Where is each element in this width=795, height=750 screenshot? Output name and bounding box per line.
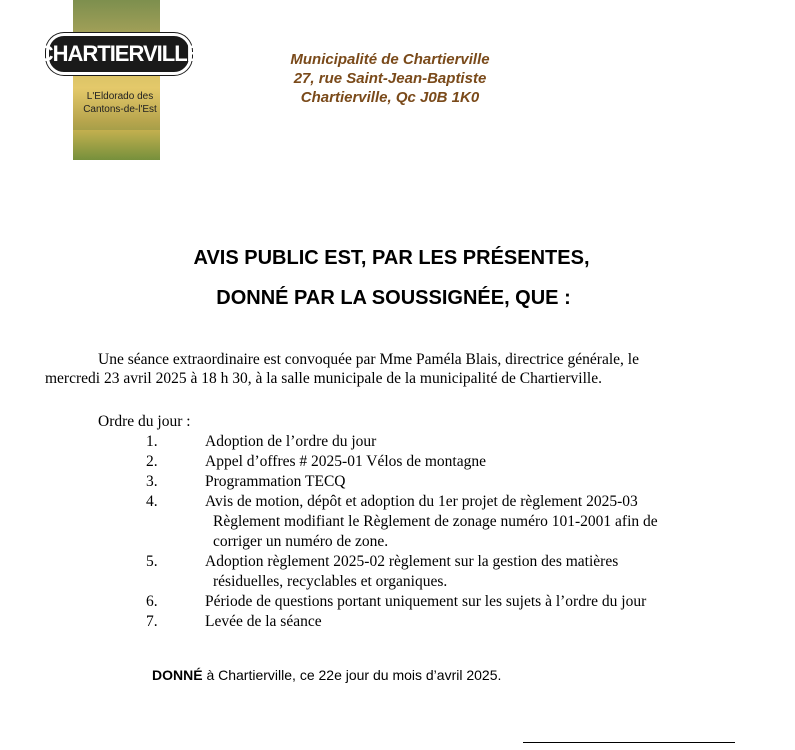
agenda-item-text-cont: corriger un numéro de zone.: [213, 533, 389, 550]
agenda-item-text-cont: résiduelles, recyclables et organiques.: [213, 573, 448, 590]
address-line-2: 27, rue Saint-Jean-Baptiste: [293, 70, 487, 87]
agenda-item: [98, 432, 738, 452]
agenda-item-text-cont: Règlement modifiant le Règlement de zonage numéro 101-2001 afin de: [213, 513, 658, 530]
signature-line: [523, 742, 735, 743]
agenda-item: [98, 552, 738, 592]
logo-field: [73, 130, 160, 160]
notice-heading-line-2: DONNÉ PAR LA SOUSSIGNÉE, QUE :: [216, 287, 571, 309]
municipal-address: [260, 50, 520, 107]
address-line-3: Chartierville, Qc J0B 1K0: [300, 89, 480, 106]
agenda-item-text: Adoption règlement 2025-02 règlement sur la gestion des matières: [205, 553, 619, 570]
agenda-item-number: 3.: [146, 473, 158, 490]
signoff-bold: DONNÉ: [152, 667, 203, 683]
agenda-item-text: Levée de la séance: [205, 613, 322, 630]
agenda-item: [98, 472, 738, 492]
agenda-item: [98, 592, 738, 612]
agenda-item: [98, 492, 738, 552]
agenda-item-number: 4.: [146, 493, 158, 510]
logo-tagline-line2: Cantons-de-l'Est: [83, 104, 157, 115]
signoff-text: à Chartierville, ce 22e jour du mois d’avril 2025.: [202, 667, 502, 683]
agenda-item-number: 2.: [146, 453, 158, 470]
agenda-item-number: 1.: [146, 433, 158, 450]
paragraph-line-2: mercredi 23 avril 2025 à 18 h 30, à la salle municipale de la municipalité de Chartierville.: [45, 370, 602, 387]
notice-paragraph: [45, 350, 735, 388]
agenda-item-text: Avis de motion, dépôt et adoption du 1er projet de règlement 2025-03: [205, 493, 638, 510]
agenda-label: Ordre du jour :: [98, 413, 191, 430]
logo-tagline: [81, 90, 159, 116]
paragraph-line-1: Une séance extraordinaire est convoquée par Mme Paméla Blais, directrice générale, le: [98, 351, 639, 368]
agenda-item-text: Adoption de l’ordre du jour: [205, 433, 377, 450]
logo-wordmark: CHARTIERVILLE: [46, 33, 192, 75]
agenda-item-text: Période de questions portant uniquement sur les sujets à l’ordre du jour: [205, 593, 647, 610]
notice-heading-line-1: AVIS PUBLIC EST, PAR LES PRÉSENTES,: [193, 247, 590, 269]
agenda-item: [98, 452, 738, 472]
agenda-item-number: 6.: [146, 593, 158, 610]
agenda-item-text: Appel d’offres # 2025-01 Vélos de montagne: [205, 453, 486, 470]
agenda-item: [98, 612, 738, 632]
address-line-1: Municipalité de Chartierville: [290, 51, 490, 68]
agenda-item-text: Programmation TECQ: [205, 473, 346, 490]
agenda-list: [98, 432, 738, 632]
agenda-item-number: 5.: [146, 553, 158, 570]
signoff: [152, 667, 501, 683]
municipal-logo: [37, 0, 201, 160]
logo-tagline-line1: L'Eldorado des: [86, 91, 154, 102]
agenda-item-number: 7.: [146, 613, 158, 630]
